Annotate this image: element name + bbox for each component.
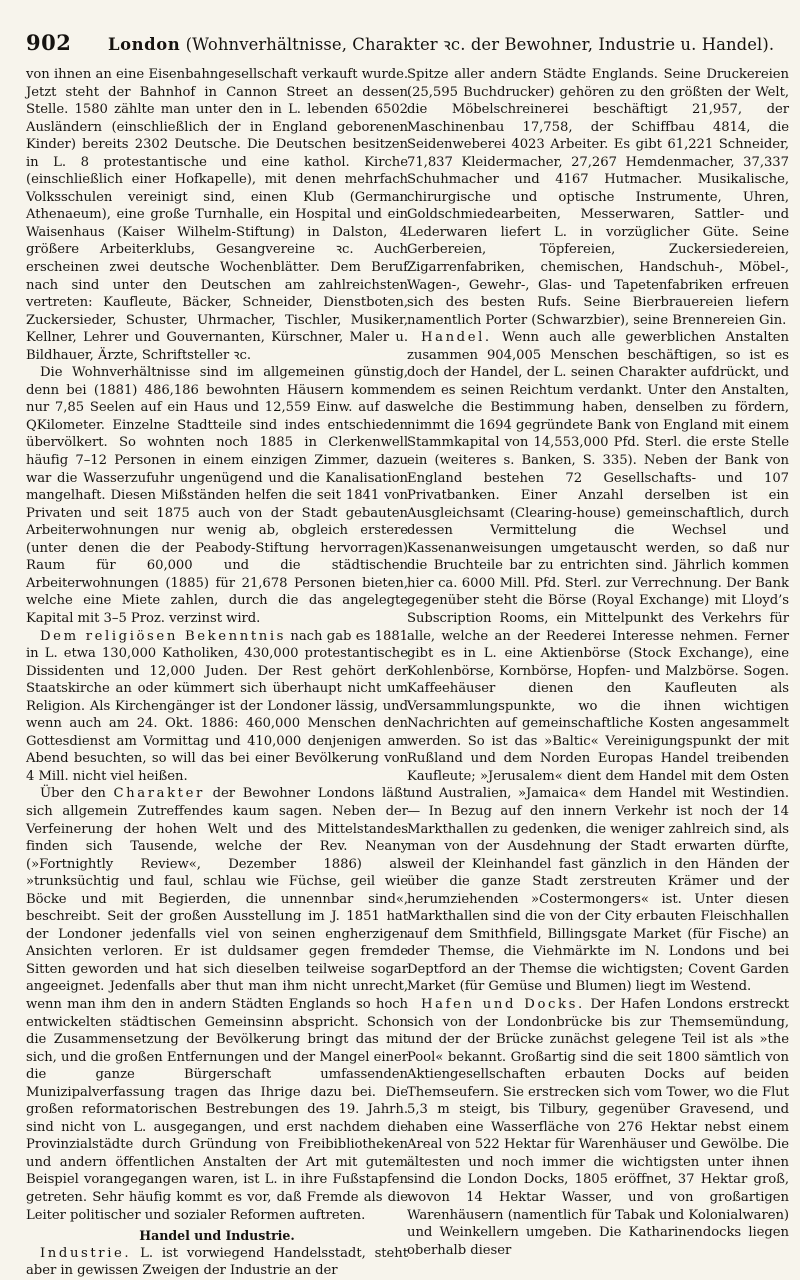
paragraph-germans-in-london: von ihnen an eine Eisenbahngesellschaft verkauft wurde. Jetzt steht der Bahnhof in Cannon Street an dessen Stelle. 1580 zählte man unter den in L. lebenden 6502 Ausländern (einschließlich der in England geborenen Kinder) bereits 2302 Deutsche. Die Deutschen besitzen in L. 8 protestantische und eine kathol. Kirche (einschließlich einer Hofkapelle), mit denen mehrfach Volksschulen vereinigt sind, einen Klub (German Athenaeum), eine große Turnhalle, ein Hospital und ein Waisenhaus (Kaiser Wilhelm-Stiftung) in Dalston, 4 größere Arbeiterklubs, Gesangvereine ꝛc. Auch erscheinen zwei deutsche Wochenblätter. Dem Beruf nach sind unter den Deutschen am zahlreichsten vertreten: Kaufleute, Bäcker, Schneider, Dienstboten, Zuckersieder, Schuster, Uhrmacher, Tischler, Musiker, Kellner, Lehrer und Gouvernanten, Kürschner, Maler u. Bildhauer, Ärzte, Schriftsteller ꝛc. xyxy=(26,67,408,363)
paragraph-housing: Die Wohnverhältnisse sind im allgemeinen günstig, denn bei (1881) 486,186 bewohnten Häusern kommen nur 7,85 Seelen auf ein Haus und 12,559 Einw. auf das QKilometer. Einzelne Stadtteile sind indes entschieden übervölkert. So wohnten noch 1885 in Clerkenwell häufig 7–12 Personen in einem einzigen Zimmer, dazu war die Wasserzufuhr ungenügend und die Kanalisation mangelhaft. Diesen Mißständen helfen die seit 1841 von Privaten und seit 1875 auch von der Stadt gebauten Arbeiterwohnungen nur wenig ab, obgleich erstere (unter denen die der Peabody-Stiftung hervorragen) Raum für 60,000 und die städtischen Arbeiterwohnungen (1885) für 21,678 Personen bieten, welche eine Miete zahlen, durch die das angelegte Kapital mit 3–5 Proz. verzinst wird. xyxy=(26,365,408,626)
paragraph-religion: Dem religiösen Bekenntnis nach gab es 1881 in L. etwa 130,000 Katholiken, 430,000 protestantische Dissidenten und 12,000 Juden. Der Rest gehört der Staatskirche an oder kümmert sich überhaupt nicht um Religion. Als Kirchengänger ist der Londoner lässig, und wenn auch am 24. Okt. 1886: 460,000 Menschen den Gottesdienst am Vormittag und 410,000 denjenigen am Abend besuchten, so will das bei einer Bevölkerung von 4 Mill. nicht viel heißen. xyxy=(26,628,408,784)
right-column xyxy=(407,66,789,1259)
paragraph-trade: Handel. Wenn auch alle gewerblichen Anstalten zusammen 904,005 Menschen beschäftigen, so ist es doch der Handel, der L. seinen Charakter aufdrückt, und dem es seinen Reichtum verdankt. Unter den Anstalten, welche die Bestimmung haben, denselben zu fördern, nimmt die 1694 gegründete Bank von England mit einem Stammkapital von 14,553,000 Pfd. Sterl. die erste Stelle ein (weiteres s. Banken, S. 335). Neben der Bank von England bestehen 72 Gesellschafts- und 107 Privatbanken. Einer Anzahl derselben ist ein Ausgleichsamt (Clearing-house) gemeinschaftlich, durch dessen Vermittelung die Wechsel und Kassenanweisungen umgetauscht werden, so daß nur die Bruchteile bar zu entrichten sind. Jährlich kommen hier ca. 6000 Mill. Pfd. Sterl. zur Verrechnung. Der Bank gegenüber steht die Börse (Royal Exchange) mit Lloyd’s Subscription Rooms, ein Mittelpunkt des Verkehrs für alle, welche an der Reederei Interesse nehmen. Ferner gibt es in L. eine Aktienbörse (Stock Exchange), eine Kohlenbörse, Kornbörse, Hopfen- und Malzbörse. Sogen. Kaffeehäuser dienen den Kaufleuten als Versammlungspunkte, wo die ihnen wichtigen Nachrichten auf gemeinschaftliche Kosten angesammelt werden. So ist das »Baltic« Vereinigungspunkt der mit Rußland und dem Norden Europas Handel treibenden Kaufleute; »Jerusalem« dient dem Handel mit dem Osten und Australien, »Jamaica« dem Handel mit Westindien. — In Bezug auf den innern Verkehr ist noch der 14 Markthallen zu gedenken, die weniger zahlreich sind, als man von der Ausdehnung der Stadt erwarten dürfte, weil der Kleinhandel fast gänzlich in den Händen der über die ganze Stadt zerstreuten Krämer und der herumziehenden »Costermongers« ist. Unter diesen Markthallen sind die von der City erbauten Fleischhallen auf dem Smithfield, Billingsgate Market (für Fische) an der Themse, die Viehmärkte im N. Londons und bei Deptford an der Themse die wichtigsten; Covent Garden Market (für Gemüse und Blumen) liegt im Westend. xyxy=(407,330,789,995)
running-head xyxy=(108,32,774,55)
lead-term-character: Charakter xyxy=(113,786,205,802)
lead-term-industry: Industrie. xyxy=(40,1245,132,1261)
paragraph-harbour-docks: Hafen und Docks. Der Hafen Londons erstreckt sich von der Londonbrücke bis zur Themsemündung, und der der Brücke zunächst gelegene Teil ist als »the Pool« bekannt. Großartig sind die seit 1800 sämtlich von Aktiengesellschaften erbauten Docks auf beiden Themseufern. Sie erstrecken sich vom Tower, wo die Flut 5,3 m steigt, bis Tilbury, gegenüber Gravesend, und haben eine Wasserfläche von 276 Hektar nebst einem Areal von 522 Hektar für Warenhäuser und Gewölbe. Die ältesten und noch immer die wichtigsten unter ihnen sind die London Docks, 1805 eröffnet, 37 Hektar groß, wovon 14 Hektar Wasser, und von großartigen Warenhäusern (namentlich für Tabak und Kolonialwaren) und Weinkellern umgeben. Die Katharinendocks liegen oberhalb dieser xyxy=(407,996,789,1258)
page-number: 902 xyxy=(26,30,72,55)
paragraph-industry-cont: Spitze aller andern Städte Englands. Seine Druckereien (25,595 Buchdrucker) gehören zu den größten der Welt, die Möbelschreinerei beschäftigt 21,957, der Maschinenbau 17,758, der Schiffbau 4814, die Seidenweberei 4023 Arbeiter. Es gibt 61,221 Schneider, 71,837 Kleidermacher, 27,267 Hemdenmacher, 37,337 Schuhmacher und 4167 Hutmacher. Musikalische, chirurgische und optische Instrumente, Uhren, Goldschmiedearbeiten, Messerwaren, Sattler- und Lederwaren liefert L. in vorzüglicher Güte. Seine Gerbereien, Töpfereien, Zuckersiedereien, Zigarrenfabriken, chemischen, Handschuh-, Möbel-, Wagen-, Gewehr-, Glas- und Tapetenfabriken erfreuen sich des besten Rufs. Seine Bierbrauereien liefern namentlich Porter (Schwarzbier), seine Brennereien Gin. xyxy=(407,67,789,328)
lead-term-trade: Handel. xyxy=(421,330,492,346)
lead-term-harbour: Hafen und Docks. xyxy=(421,996,585,1012)
paragraph-character: Über den Charakter der Bewohner Londons läßt sich allgemein Zutreffendes kaum sagen. Neben der Verfeinerung der hohen Welt und des Mittelstandes finden sich Tausende, welche der Rev. Neany (»Fortnightly Review«, Dezember 1886) als »trunksüchtig und faul, schlau wie Füchse, geil wie Böcke und mit Begierden, die unnennbar sind«, beschreibt. Seit der großen Ausstellung im J. 1851 hat der Londoner jedenfalls viel von seinen engherzigen Ansichten verloren. Er ist duldsamer gegen fremde Sitten geworden und hat sich dieselben teilweise sogar angeeignet. Jedenfalls aber thut man ihm nicht unrecht, wenn man ihm den in andern Städten Englands so hoch entwickelten städtischen Gemeinsinn abspricht. Schon die Zusammensetzung der Bevölkerung bringt das mit sich, und die großen Entfernungen und der Mangel einer die ganze Bürgerschaft umfassenden Munizipalverfassung tragen das Ihrige dazu bei. Die großen reformatorischen Bestrebungen des 19. Jahrh. sind nicht von L. ausgegangen, und erst nachdem die Provinzialstädte durch Gründung von Freibibliotheken und andern öffentlichen Anstalten der Art mit gutem Beispiel vorangegangen waren, ist L. in ihre Fußstapfen getreten. Sehr häufig kommt es vor, daß Fremde als die Leiter politischer und sozialer Reformen auftreten. xyxy=(26,786,408,1223)
paragraph-industry: Industrie. L. ist vorwiegend Handelsstadt, steht aber in gewissen Zweigen der Industrie an der xyxy=(26,1245,408,1279)
running-head-subtitle: (Wohnverhältnisse, Charakter ꝛc. der Bewohner, Industrie u. Handel). xyxy=(180,35,775,54)
left-column xyxy=(26,66,408,1280)
section-heading: Handel und Industrie. xyxy=(139,1228,295,1244)
lead-term-religion: Dem religiösen Bekenntnis xyxy=(40,628,287,644)
page-header xyxy=(26,30,782,64)
running-head-city: London xyxy=(108,35,181,54)
